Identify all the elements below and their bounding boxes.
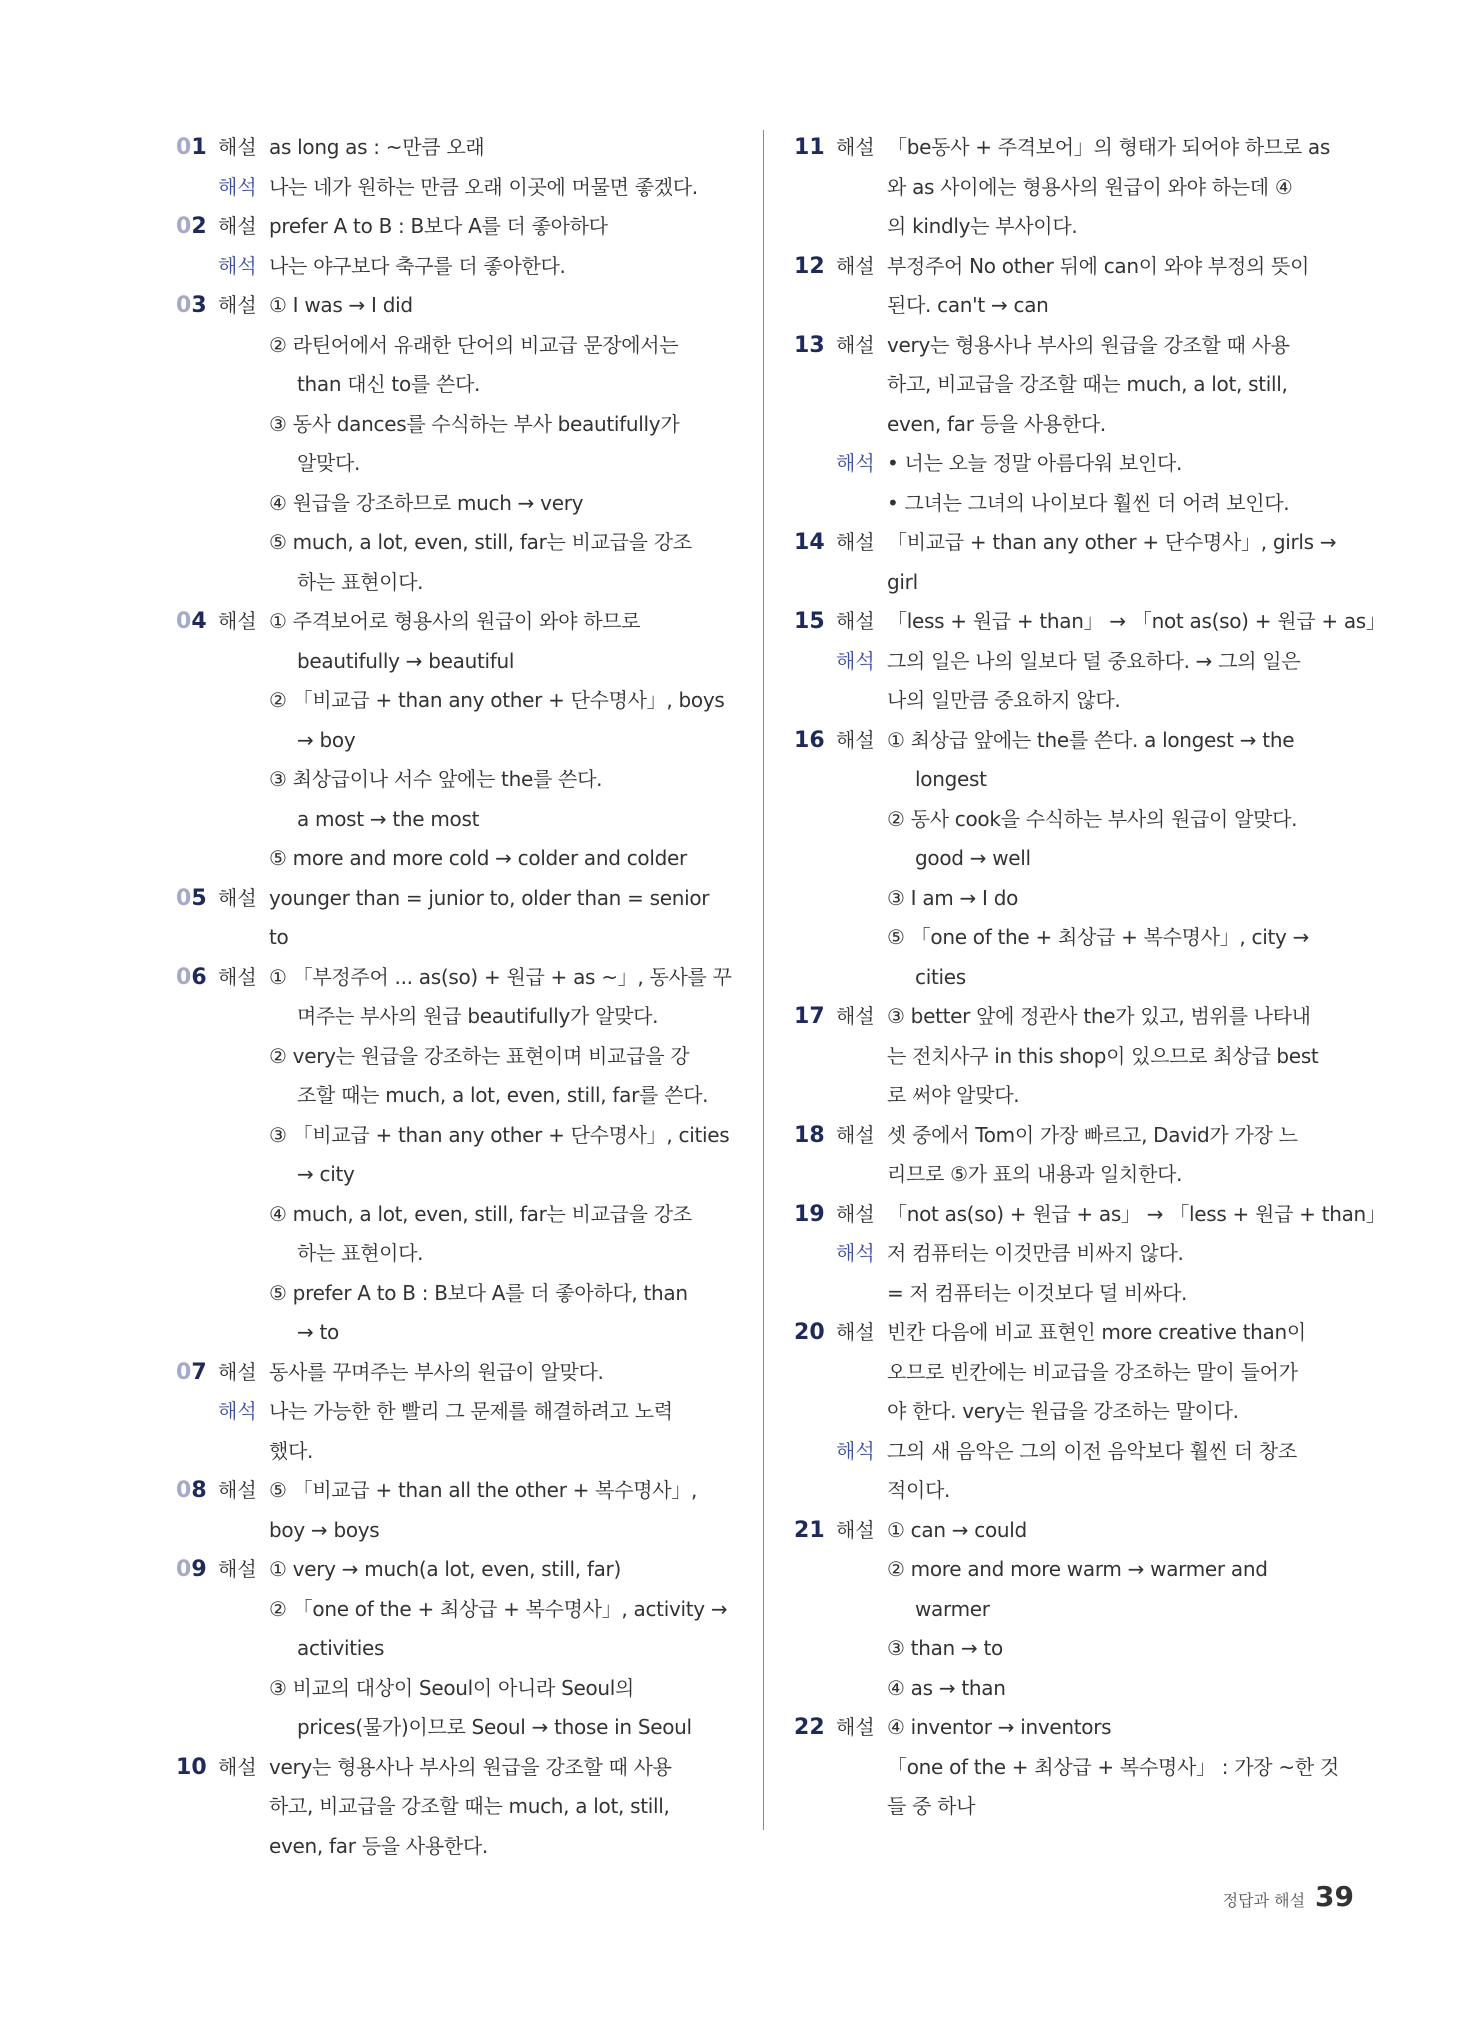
text-line: 는 전치사구 in this shop이 있으므로 최상급 best xyxy=(887,1043,1319,1068)
explanation-label: 해설 xyxy=(836,253,875,278)
text-line: ⑤ 「one of the + 최상급 + 복수명사」, city → xyxy=(887,925,1310,949)
answer-item-19 xyxy=(794,1195,1386,1314)
text-line: 하고, 비교급을 강조할 때는 much, a lot, still, xyxy=(887,372,1288,396)
text-line: beautifully → beautiful xyxy=(297,648,515,673)
text-line: even, far 등을 사용한다. xyxy=(269,1833,488,1858)
text-line: longest xyxy=(915,767,987,791)
text-line: ① can → could xyxy=(887,1517,1027,1542)
text-line: 된다. can't → can xyxy=(887,293,1049,317)
answer-item-06 xyxy=(176,958,736,1353)
text-line: 조할 때는 much, a lot, even, still, far를 쓴다. xyxy=(297,1083,709,1107)
translation-label: 해석 xyxy=(218,253,257,278)
text-line: cities xyxy=(915,964,966,989)
answer-item-10 xyxy=(176,1748,736,1867)
explanation-label: 해설 xyxy=(836,1517,875,1542)
translation-label: 해석 xyxy=(836,451,875,475)
question-number: 21 xyxy=(794,1517,825,1543)
question-number: 07 xyxy=(176,1359,207,1385)
text-line: warmer xyxy=(915,1596,990,1621)
text-line: ④ 원급을 강조하므로 much → very xyxy=(269,490,584,515)
explanation-label: 해설 xyxy=(836,530,875,554)
explanation-label: 해설 xyxy=(836,135,875,159)
text-line: than 대신 to를 쓴다. xyxy=(297,372,481,396)
text-line: 했다. xyxy=(269,1438,314,1463)
text-line: ② 「one of the + 최상급 + 복수명사」, activity → xyxy=(269,1596,728,1621)
question-number: 04 xyxy=(176,609,207,634)
translation-label: 해석 xyxy=(218,174,257,199)
text-line: 들 중 하나 xyxy=(887,1794,976,1818)
text-line: 하는 표현이다. xyxy=(297,1241,424,1265)
text-line: 셋 중에서 Tom이 가장 빠르고, David가 가장 느 xyxy=(887,1122,1298,1147)
question-number: 01 xyxy=(176,135,207,160)
text-line: 알맞다. xyxy=(297,451,361,475)
text-line: ⑤ 「비교급 + than all the other + 복수명사」, xyxy=(269,1478,698,1502)
explanation-label: 해설 xyxy=(218,885,257,910)
text-line: ① I was → I did xyxy=(269,293,413,317)
question-number: 12 xyxy=(794,253,825,279)
text-line: 부정주어 No other 뒤에 can이 와야 부정의 뜻이 xyxy=(887,253,1310,278)
text-line: 「less + 원급 + than」 → 「not as(so) + 원급 + as」 xyxy=(887,609,1386,633)
text-line: 리므로 ⑤가 표의 내용과 일치한다. xyxy=(887,1162,1183,1186)
text-line: ① 주격보어로 형용사의 원급이 와야 하므로 xyxy=(269,609,641,633)
text-line: ① 최상급 앞에는 the를 쓴다. a longest → the xyxy=(887,727,1295,752)
text-line: ② more and more warm → warmer and xyxy=(887,1557,1268,1581)
text-line: even, far 등을 사용한다. xyxy=(887,411,1106,436)
text-line: ⑤ prefer A to B : B보다 A를 더 좋아하다, than xyxy=(269,1280,688,1305)
text-line: → city xyxy=(297,1162,355,1186)
text-line: younger than = junior to, older than = senior xyxy=(269,885,710,910)
answer-item-21 xyxy=(794,1511,1354,1709)
question-number: 18 xyxy=(794,1122,825,1148)
translation-label: 해석 xyxy=(218,1399,257,1423)
text-line: as long as : ~만큼 오래 xyxy=(269,135,485,159)
question-number: 15 xyxy=(794,609,825,634)
text-line: 저 컴퓨터는 이것만큼 비싸지 않다. xyxy=(887,1241,1184,1265)
text-line: 나의 일만큼 중요하지 않다. xyxy=(887,688,1121,712)
text-line: 「비교급 + than any other + 단수명사」, girls → xyxy=(887,530,1337,554)
text-line: prefer A to B : B보다 A를 더 좋아하다 xyxy=(269,214,608,238)
text-line: ② very는 원급을 강조하는 표현이며 비교급을 강 xyxy=(269,1043,690,1068)
question-number: 20 xyxy=(794,1320,825,1345)
answer-item-11 xyxy=(794,128,1354,247)
text-line: 오므로 빈칸에는 비교급을 강조하는 말이 들어가 xyxy=(887,1359,1298,1384)
translation-label: 해석 xyxy=(836,1241,875,1265)
text-line: ② 「비교급 + than any other + 단수명사」, boys xyxy=(269,688,725,712)
explanation-label: 해설 xyxy=(218,1478,257,1502)
text-line: 야 한다. very는 원급을 강조하는 말이다. xyxy=(887,1399,1239,1423)
answer-item-05 xyxy=(176,879,736,958)
text-line: 동사를 꾸며주는 부사의 원급이 알맞다. xyxy=(269,1359,604,1384)
right-column xyxy=(794,128,1386,1827)
answer-item-02 xyxy=(176,207,736,286)
text-line: ① very → much(a lot, even, still, far) xyxy=(269,1557,621,1581)
question-number: 16 xyxy=(794,727,825,753)
text-line: ② 라틴어에서 유래한 단어의 비교급 문장에서는 xyxy=(269,332,679,357)
answer-item-04 xyxy=(176,602,736,879)
answer-item-07 xyxy=(176,1353,736,1472)
answer-item-15 xyxy=(794,602,1386,721)
text-line: girl xyxy=(887,569,918,594)
text-line: 「one of the + 최상급 + 복수명사」 : 가장 ~한 것 xyxy=(887,1754,1339,1779)
text-line: boy → boys xyxy=(269,1517,380,1542)
text-line: ③ than → to xyxy=(887,1636,1003,1660)
text-line: ④ as → than xyxy=(887,1675,1006,1700)
text-line: 나는 네가 원하는 만큼 오래 이곳에 머물면 좋겠다. xyxy=(269,174,698,199)
text-line: prices(물가)이므로 Seoul → those in Seoul xyxy=(297,1715,692,1739)
question-number: 14 xyxy=(794,530,825,555)
text-line: a most → the most xyxy=(297,806,480,831)
explanation-label: 해설 xyxy=(218,609,257,633)
answer-item-01 xyxy=(176,128,736,207)
question-number: 17 xyxy=(794,1004,825,1029)
explanation-label: 해설 xyxy=(218,293,257,317)
answer-item-17 xyxy=(794,997,1354,1116)
text-line: → boy xyxy=(297,727,356,752)
text-line: to xyxy=(269,925,289,949)
question-number: 19 xyxy=(794,1201,825,1227)
question-number: 13 xyxy=(794,332,825,358)
question-number: 06 xyxy=(176,964,207,990)
answer-item-14 xyxy=(794,523,1354,602)
text-line: • 그녀는 그녀의 나이보다 훨씬 더 어려 보인다. xyxy=(887,490,1290,515)
explanation-label: 해설 xyxy=(218,1754,257,1779)
text-line: 그의 새 음악은 그의 이전 음악보다 훨씬 더 창조 xyxy=(887,1438,1297,1463)
text-line: very는 형용사나 부사의 원급을 강조할 때 사용 xyxy=(269,1754,672,1779)
text-line: 하는 표현이다. xyxy=(297,569,424,594)
answer-item-22 xyxy=(794,1708,1354,1827)
question-number: 03 xyxy=(176,293,207,318)
explanation-label: 해설 xyxy=(218,1557,257,1581)
text-line: ④ much, a lot, even, still, far는 비교급을 강조 xyxy=(269,1201,692,1226)
text-line: 하고, 비교급을 강조할 때는 much, a lot, still, xyxy=(269,1794,670,1818)
text-line: 나는 야구보다 축구를 더 좋아한다. xyxy=(269,253,566,278)
text-line: 적이다. xyxy=(887,1478,951,1502)
text-line: ① 「부정주어 ... as(so) + 원급 + as ~」, 동사를 꾸 xyxy=(269,964,732,989)
question-number: 10 xyxy=(176,1754,207,1780)
column-divider xyxy=(763,130,764,1830)
text-line: 로 써야 알맞다. xyxy=(887,1083,1020,1107)
text-line: 의 kindly는 부사이다. xyxy=(887,214,1078,238)
text-line: 「not as(so) + 원급 + as」 → 「less + 원급 + than」 xyxy=(887,1201,1386,1226)
explanation-label: 해설 xyxy=(218,135,257,159)
text-line: ③ I am → I do xyxy=(887,885,1019,910)
text-line: ③ better 앞에 정관사 the가 있고, 범위를 나타내 xyxy=(887,1004,1311,1028)
text-line: ③ 동사 dances를 수식하는 부사 beautifully가 xyxy=(269,411,680,436)
answer-item-20 xyxy=(794,1313,1354,1511)
answer-item-13 xyxy=(794,326,1354,524)
explanation-label: 해설 xyxy=(836,609,875,633)
text-line: 그의 일은 나의 일보다 덜 중요하다. → 그의 일은 xyxy=(887,648,1301,673)
explanation-label: 해설 xyxy=(836,1122,875,1147)
text-line: • 너는 오늘 정말 아름다워 보인다. xyxy=(887,451,1183,475)
explanation-label: 해설 xyxy=(836,1320,875,1344)
question-number: 05 xyxy=(176,885,207,911)
text-line: ⑤ more and more cold → colder and colder xyxy=(269,846,687,870)
explanation-label: 해설 xyxy=(836,332,875,357)
explanation-label: 해설 xyxy=(836,1004,875,1028)
text-line: good → well xyxy=(915,846,1031,870)
text-line: → to xyxy=(297,1320,339,1344)
explanation-label: 해설 xyxy=(218,1359,257,1384)
explanation-label: 해설 xyxy=(218,964,257,989)
text-line: ③ 「비교급 + than any other + 단수명사」, cities xyxy=(269,1122,730,1147)
text-line: 며주는 부사의 원급 beautifully가 알맞다. xyxy=(297,1004,659,1028)
text-line: ③ 최상급이나 서수 앞에는 the를 쓴다. xyxy=(269,767,603,791)
text-line: = 저 컴퓨터는 이것보다 덜 비싸다. xyxy=(887,1280,1188,1305)
page-footer xyxy=(1223,1880,1354,1913)
translation-label: 해석 xyxy=(836,648,875,673)
text-line: 빈칸 다음에 비교 표현인 more creative than이 xyxy=(887,1320,1306,1344)
answer-item-16 xyxy=(794,721,1354,998)
text-line: 「be동사 + 주격보어」의 형태가 되어야 하므로 as xyxy=(887,135,1330,159)
page-number: 39 xyxy=(1315,1880,1354,1913)
text-line: ④ inventor → inventors xyxy=(887,1715,1112,1739)
question-number: 11 xyxy=(794,135,825,160)
answer-item-18 xyxy=(794,1116,1354,1195)
text-line: activities xyxy=(297,1636,385,1660)
answer-item-08 xyxy=(176,1471,736,1550)
text-line: 와 as 사이에는 형용사의 원급이 와야 하는데 ④ xyxy=(887,174,1293,199)
text-line: ② 동사 cook을 수식하는 부사의 원급이 알맞다. xyxy=(887,806,1298,831)
explanation-label: 해설 xyxy=(836,1201,875,1226)
question-number: 02 xyxy=(176,214,207,239)
answer-item-03 xyxy=(176,286,736,602)
question-number: 22 xyxy=(794,1715,825,1740)
explanation-label: 해설 xyxy=(218,214,257,238)
translation-label: 해석 xyxy=(836,1438,875,1463)
footer-label: 정답과 해설 xyxy=(1222,1891,1306,1910)
left-column xyxy=(176,128,736,1866)
explanation-label: 해설 xyxy=(836,1715,875,1739)
question-number: 09 xyxy=(176,1557,207,1582)
explanation-label: 해설 xyxy=(836,727,875,752)
question-number: 08 xyxy=(176,1478,207,1503)
text-line: very는 형용사나 부사의 원급을 강조할 때 사용 xyxy=(887,332,1290,357)
answer-item-09 xyxy=(176,1550,736,1748)
text-line: ③ 비교의 대상이 Seoul이 아니라 Seoul의 xyxy=(269,1675,635,1700)
answer-item-12 xyxy=(794,247,1354,326)
text-line: 나는 가능한 한 빨리 그 문제를 해결하려고 노력 xyxy=(269,1399,673,1423)
text-line: ⑤ much, a lot, even, still, far는 비교급을 강조 xyxy=(269,530,692,554)
